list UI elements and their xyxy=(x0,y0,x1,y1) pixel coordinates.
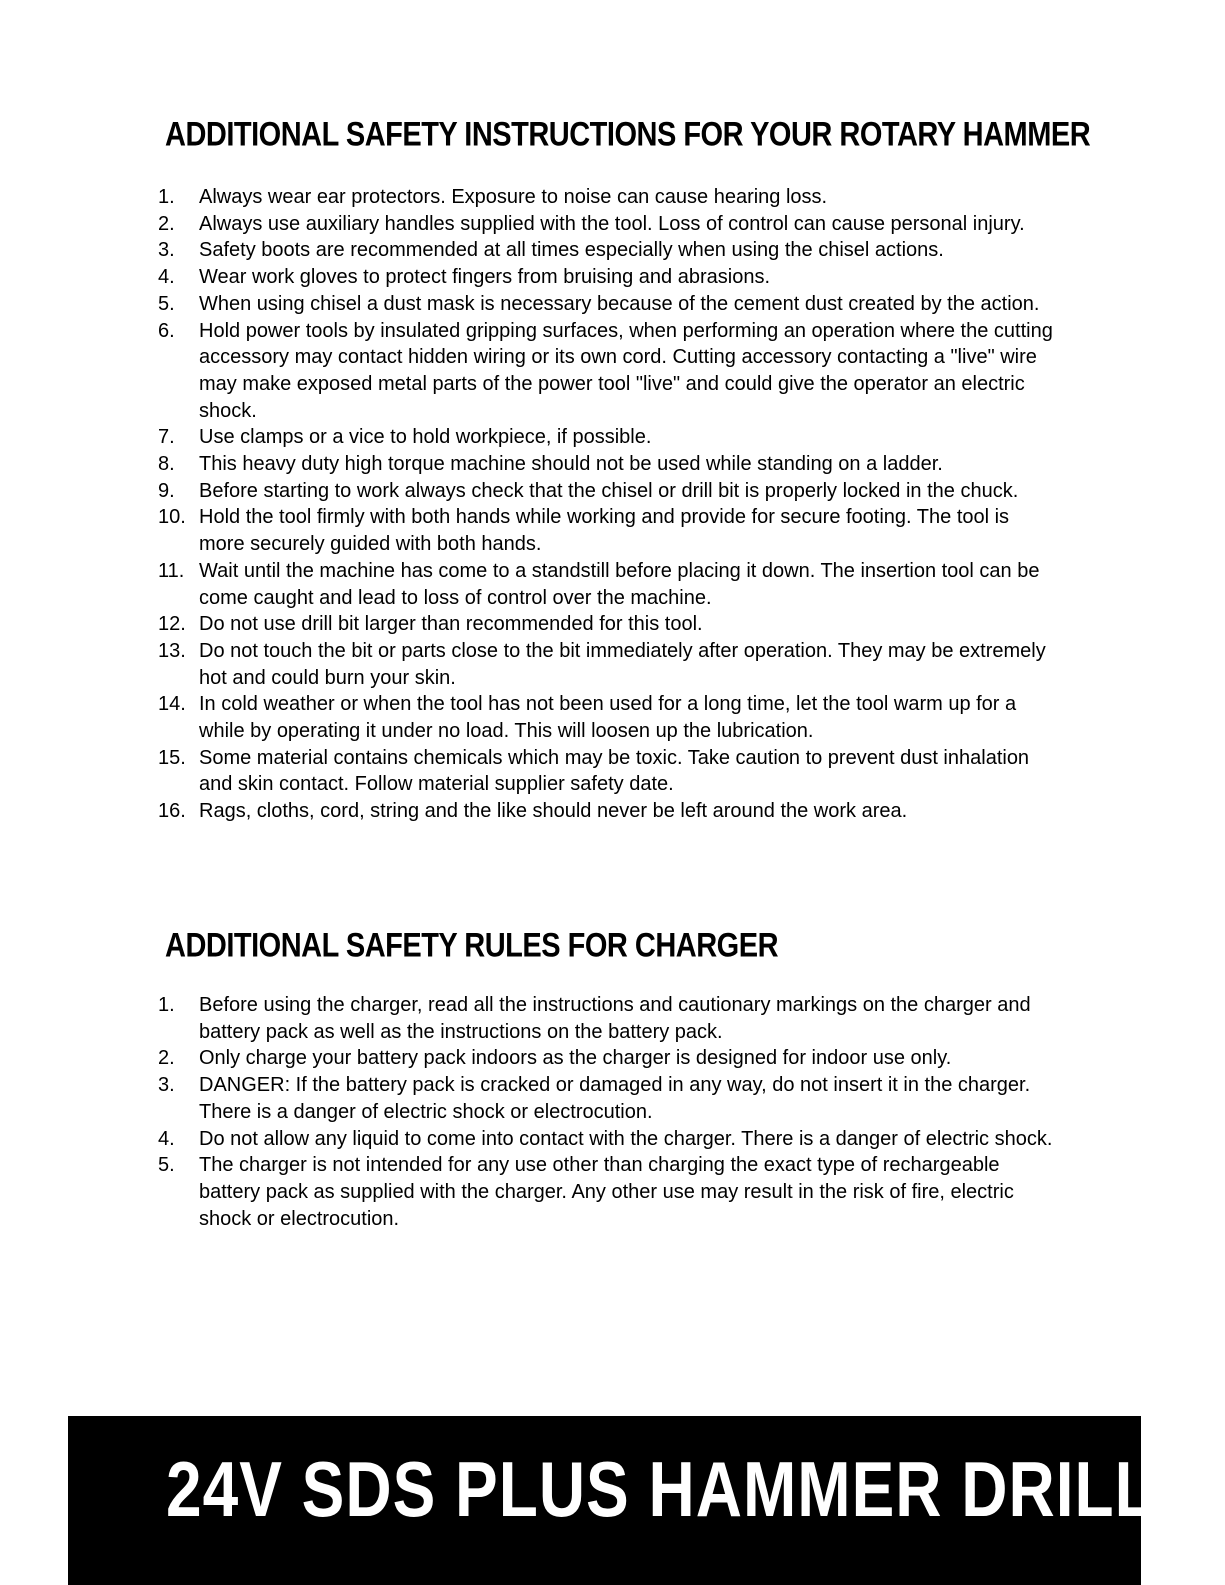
item-text: Do not allow any liquid to come into contact with the charger. There is a danger of electric shock. xyxy=(199,1127,1053,1150)
list-item xyxy=(158,1072,1058,1125)
item-number: 8. xyxy=(158,453,175,476)
item-number: 15. xyxy=(158,746,186,769)
list-item xyxy=(158,478,1058,505)
item-text: The charger is not intended for any use other than charging the exact type of rechargeable battery pack as supplied with the charger. Any other use may result in the risk of fire, electric shock or electrocution. xyxy=(199,1154,1014,1230)
item-number: 2. xyxy=(158,212,175,235)
item-text: Only charge your battery pack indoors as the charger is designed for indoor use only. xyxy=(199,1047,952,1070)
rotary-hammer-safety-list xyxy=(158,184,1058,825)
item-number: 7. xyxy=(158,426,175,449)
list-item xyxy=(158,211,1058,238)
list-item xyxy=(158,1152,1058,1232)
list-item xyxy=(158,318,1058,425)
item-number: 1. xyxy=(158,994,175,1016)
item-text: DANGER: If the battery pack is cracked or damaged in any way, do not insert it in the charger. There is a danger of electric shock or electrocution. xyxy=(199,1074,1031,1123)
item-text: Wait until the machine has come to a standstill before placing it down. The insertion tool can be come caught and lead to loss of control over the machine. xyxy=(199,559,1040,609)
list-item xyxy=(158,992,1058,1045)
item-text: Rags, cloths, cord, string and the like should never be left around the work area. xyxy=(199,800,908,823)
list-item xyxy=(158,638,1058,691)
list-item xyxy=(158,1126,1058,1153)
item-text: Before starting to work always check that the chisel or drill bit is properly locked in the chuck. xyxy=(199,479,1019,502)
item-text: Hold power tools by insulated gripping surfaces, when performing an operation where the cutting accessory may contact hidden wiring or its own cord. Cutting accessory contacting a "live" wire may make exposed metal parts of the power tool "live" and could give the operator an electric shock. xyxy=(199,319,1053,422)
item-text: Before using the charger, read all the instructions and cautionary markings on the charger and battery pack as well as the instructions on the battery pack. xyxy=(199,994,1031,1043)
item-number: 6. xyxy=(158,319,175,342)
list-item xyxy=(158,504,1058,557)
item-number: 14. xyxy=(158,693,186,716)
item-text: Use clamps or a vice to hold workpiece, if possible. xyxy=(199,426,652,449)
item-text: Safety boots are recommended at all times especially when using the chisel actions. xyxy=(199,239,944,262)
item-number: 1. xyxy=(158,186,175,208)
charger-safety-list xyxy=(158,992,1058,1232)
item-number: 11. xyxy=(158,559,185,582)
item-number: 12. xyxy=(158,613,186,636)
item-text: Do not use drill bit larger than recommended for this tool. xyxy=(199,613,703,636)
item-number: 13. xyxy=(158,639,186,662)
list-item xyxy=(158,451,1058,478)
item-number: 9. xyxy=(158,479,175,502)
item-text: Wear work gloves to protect fingers from bruising and abrasions. xyxy=(199,266,771,289)
item-text: When using chisel a dust mask is necessary because of the cement dust created by the action. xyxy=(199,292,1040,315)
footer-banner xyxy=(68,1416,1155,1585)
item-number: 5. xyxy=(158,1154,175,1177)
item-number: 4. xyxy=(158,266,175,289)
item-number: 3. xyxy=(158,1074,175,1097)
product-title: 24V SDS PLUS HAMMER DRILL xyxy=(166,1445,1155,1534)
section-heading-charger: ADDITIONAL SAFETY RULES FOR CHARGER xyxy=(165,927,779,965)
item-number: 3. xyxy=(158,239,175,262)
list-item xyxy=(158,424,1058,451)
list-item xyxy=(158,184,1058,211)
item-number: 16. xyxy=(158,800,186,823)
list-item xyxy=(158,611,1058,638)
item-text: Always wear ear protectors. Exposure to noise can cause hearing loss. xyxy=(199,186,828,208)
item-text: In cold weather or when the tool has not been used for a long time, let the tool warm up for a while by operating it under no load. This will loosen up the lubrication. xyxy=(199,693,1017,743)
item-text: Some material contains chemicals which may be toxic. Take caution to prevent dust inhalation and skin contact. Follow material supplier safety date. xyxy=(199,746,1030,796)
item-number: 5. xyxy=(158,292,175,315)
list-item xyxy=(158,237,1058,264)
item-text: This heavy duty high torque machine should not be used while standing on a ladder. xyxy=(199,453,943,476)
list-item xyxy=(158,745,1058,798)
list-item xyxy=(158,798,1058,825)
list-item xyxy=(158,264,1058,291)
section-heading-rotary-hammer: ADDITIONAL SAFETY INSTRUCTIONS FOR YOUR ROTARY HAMMER xyxy=(165,116,1091,154)
list-item xyxy=(158,291,1058,318)
item-number: 10. xyxy=(158,506,186,529)
list-item xyxy=(158,691,1058,744)
list-item xyxy=(158,558,1058,611)
item-number: 2. xyxy=(158,1047,175,1070)
item-text: Hold the tool firmly with both hands while working and provide for secure footing. The tool is more securely guided with both hands. xyxy=(199,506,1010,556)
item-number: 4. xyxy=(158,1127,175,1150)
item-text: Do not touch the bit or parts close to the bit immediately after operation. They may be extremely hot and could burn your skin. xyxy=(199,639,1046,689)
item-text: Always use auxiliary handles supplied with the tool. Loss of control can cause personal injury. xyxy=(199,212,1025,235)
list-item xyxy=(158,1045,1058,1072)
